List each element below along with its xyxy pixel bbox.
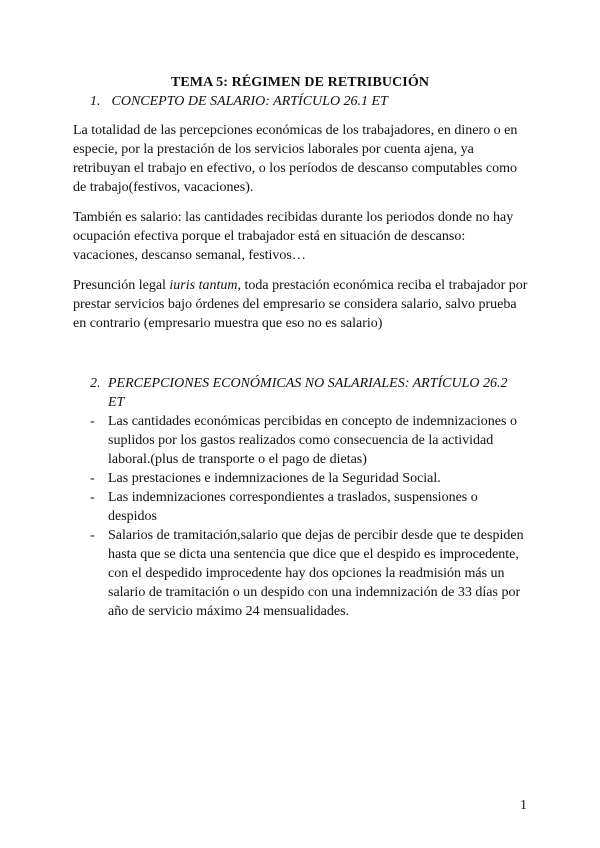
paragraph-legal-presumption-rest: toda prestación económica reciba el trabajador por prestar servicios bajo órdenes del empresario se considera salario, salvo prueba en contrario (empresario muestra que eso no es salario): [73, 278, 528, 331]
paragraph-legal-presumption-start: Presunción legal: [73, 278, 170, 293]
section-1-number: 1.: [90, 94, 101, 109]
section-1-heading-text: CONCEPTO DE SALARIO: ARTÍCULO 26.1 ET: [111, 94, 388, 109]
list-item-text: Las cantidades económicas percibidas en concepto de indemnizaciones o suplidos por los gastos realizados como consecuencia de la actividad laboral.(plus de transporte o el pago de dietas): [108, 414, 517, 467]
document-title: TEMA 5: RÉGIMEN DE RETRIBUCIÓN: [170, 75, 430, 90]
section-2-heading-text: PERCEPCIONES ECONÓMICAS NO SALARIALES: ARTÍCULO 26.2 ET: [108, 376, 508, 410]
list-dash: -: [90, 490, 95, 505]
latin-term: iuris tantum,: [169, 278, 241, 293]
list-item: [90, 488, 530, 526]
list-item: [90, 526, 530, 621]
list-item: [90, 469, 530, 488]
list-item-text: Las indemnizaciones correspondientes a traslados, suspensiones o despidos: [108, 490, 478, 524]
section-2-heading: [90, 374, 520, 412]
list-item-text: Salarios de tramitación,salario que dejas de percibir desde que te despiden hasta que se dicta una sentencia que dice que el despido es improcedente, con el despedido improcedente hay dos opciones la readmisión más un salario de tramitación o un despido con una indemnización de 33 días por año de servicio máximo 24 mensualidades.: [108, 528, 524, 619]
page-number: 1: [520, 798, 527, 813]
list-item: [90, 412, 530, 469]
paragraph-also-salary: También es salario: las cantidades recibidas durante los periodos donde no hay ocupación efectiva porque el trabajador está en situación de descanso: vacaciones, descanso semanal, festivos…: [73, 210, 514, 263]
list-item-text: Las prestaciones e indemnizaciones de la Seguridad Social.: [108, 471, 441, 486]
list-dash: -: [90, 471, 95, 486]
list-dash: -: [90, 414, 95, 429]
section-2-number: 2.: [90, 376, 101, 391]
paragraph-legal-presumption: [73, 276, 533, 333]
section-1-heading: [90, 92, 388, 111]
list-dash: -: [90, 528, 95, 543]
paragraph-salary-definition: La totalidad de las percepciones económicas de los trabajadores, en dinero o en especie, por la prestación de los servicios laborales por cuenta ajena, ya retribuyan el trabajo en efectivo, o los períodos de descanso computables como de trabajo(festivos, vacaciones).: [73, 123, 518, 195]
non-salary-list: [90, 412, 530, 621]
